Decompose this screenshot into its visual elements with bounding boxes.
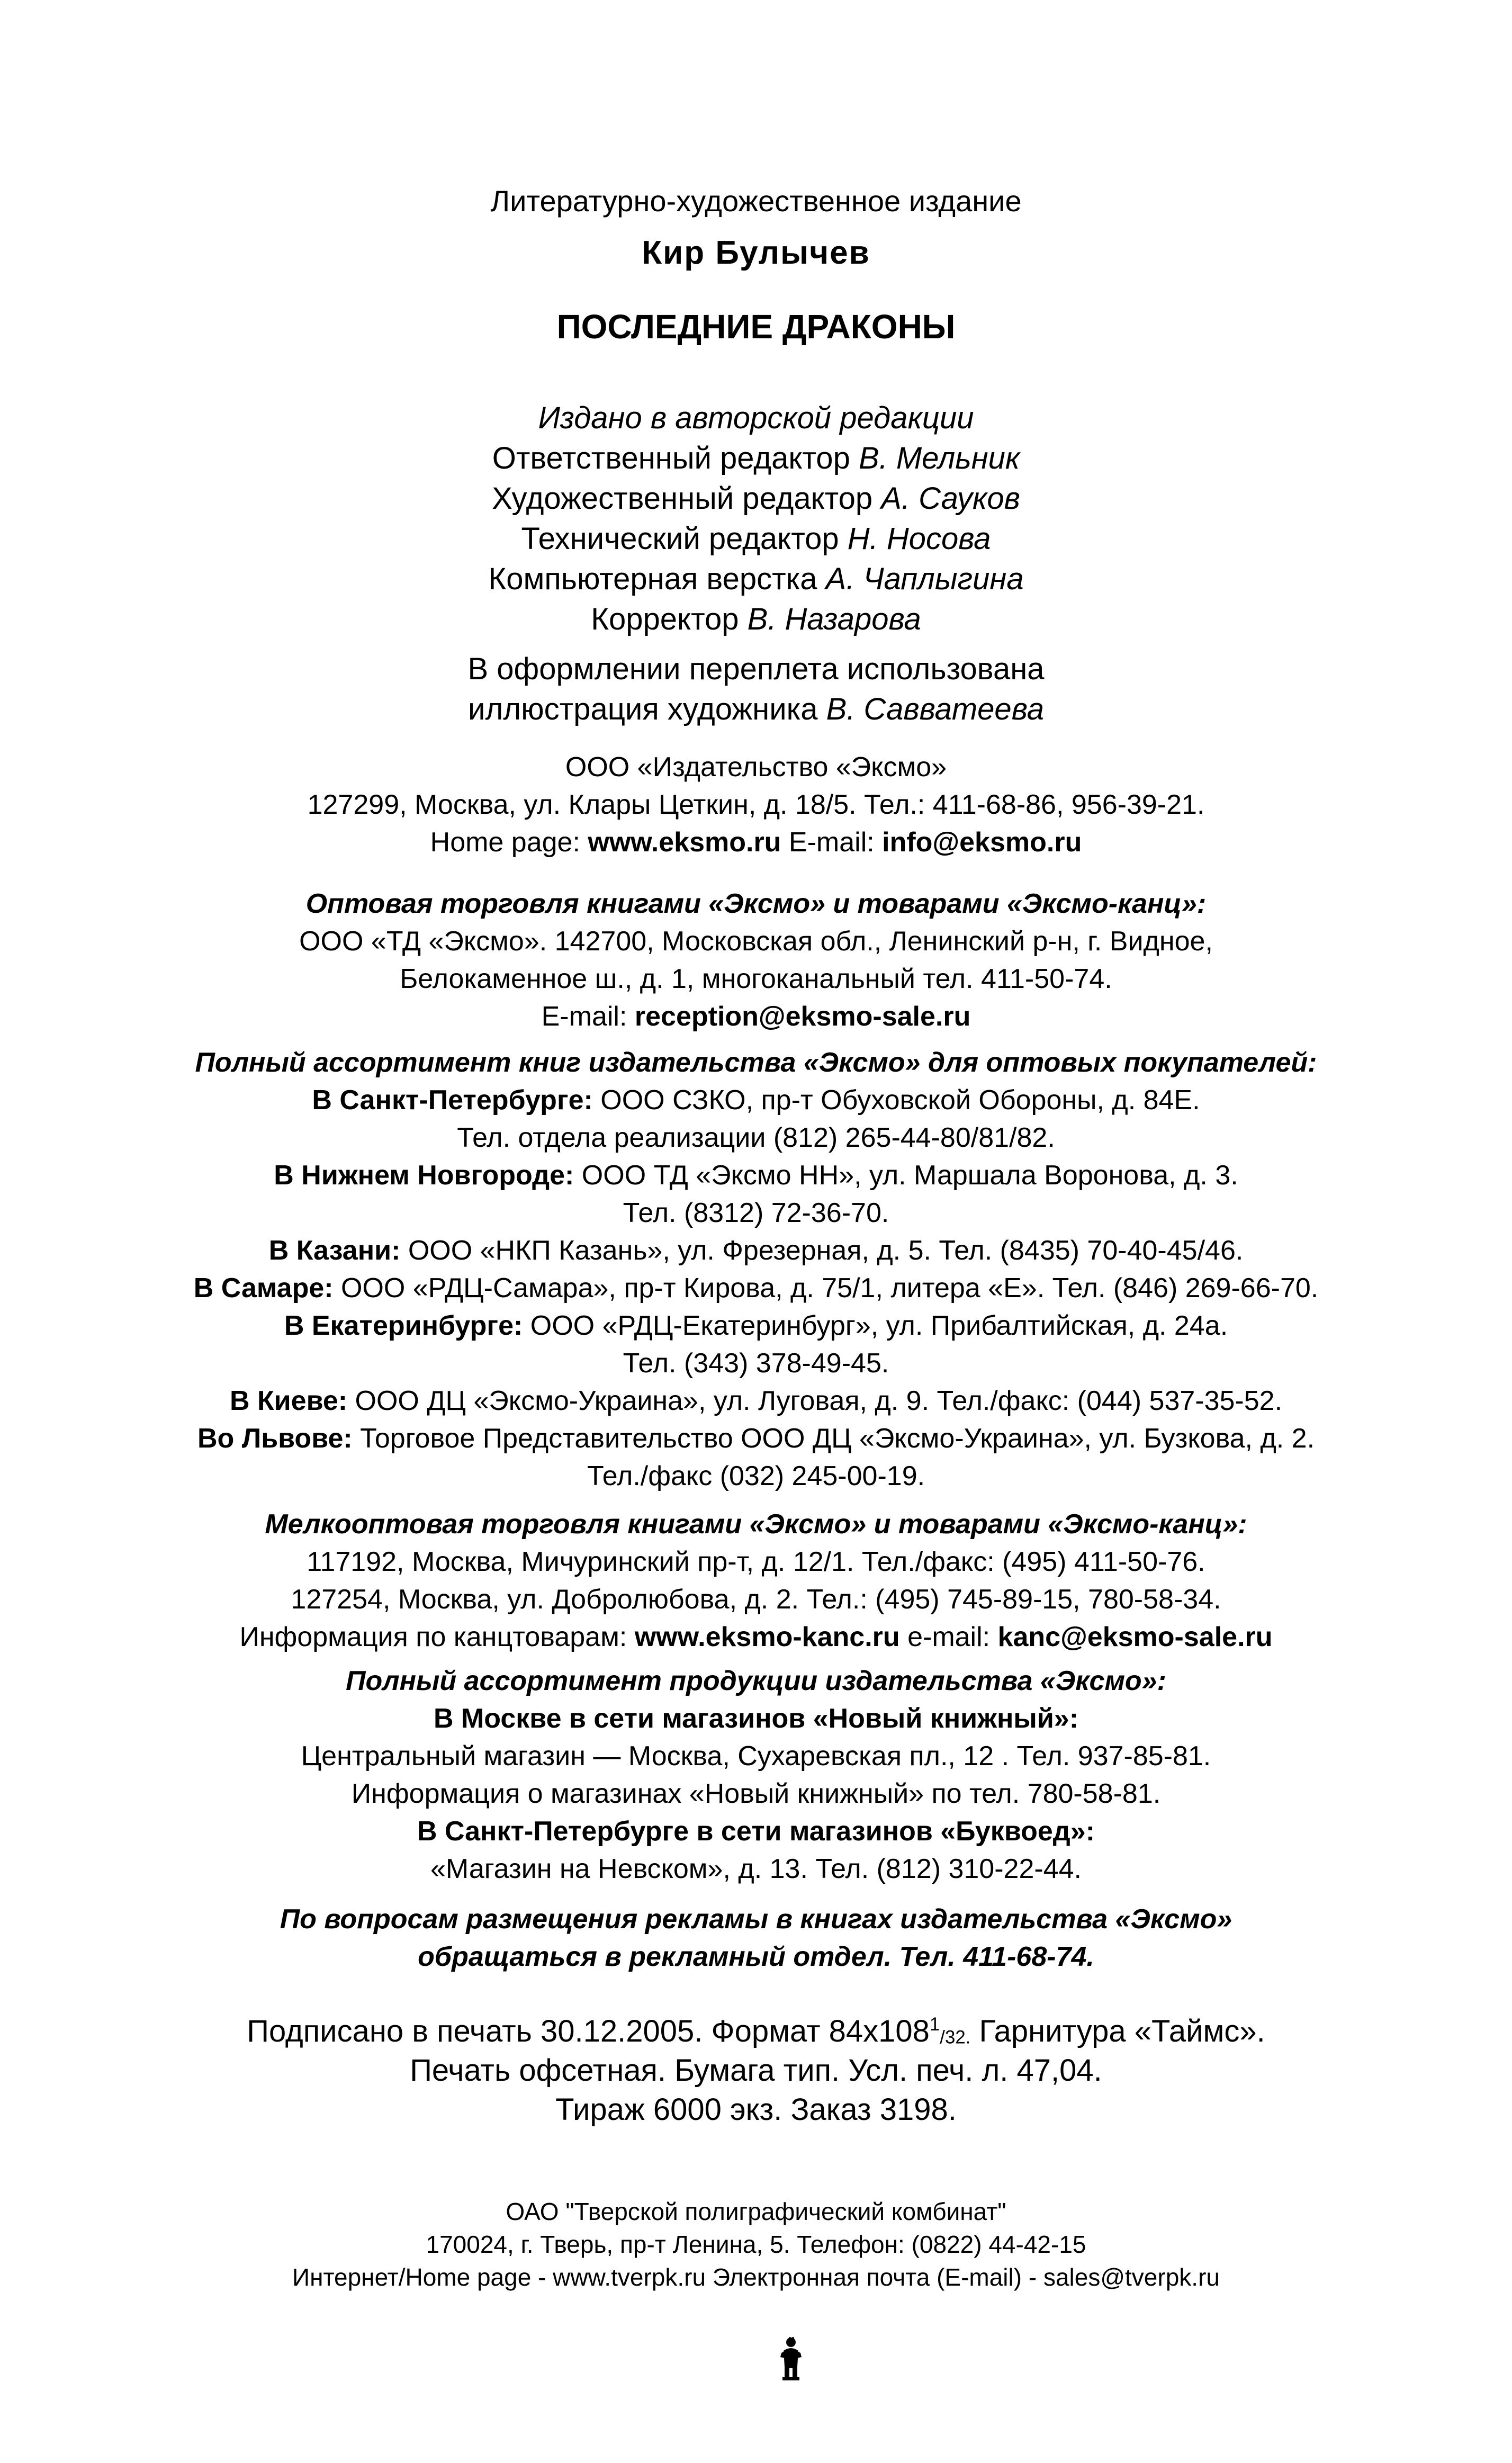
regional-city: Во Львове: — [197, 1423, 353, 1454]
retail-heading: Полный ассортимент продукции издательства «Эксмо»: — [346, 1666, 1166, 1696]
credit-role: Корректор — [591, 602, 748, 636]
print-info-line1 — [0, 2012, 1512, 2051]
wholesale-email-link[interactable]: reception@eksmo-sale.ru — [634, 1001, 971, 1032]
printer-info — [0, 2195, 1512, 2294]
credit-person: В. Назарова — [747, 602, 921, 636]
advertising-line: По вопросам размещения рекламы в книгах издательства «Эксмо» — [280, 1904, 1232, 1935]
credit-line — [0, 599, 1512, 640]
book-title-text: ПОСЛЕДНИЕ ДРАКОНЫ — [556, 308, 956, 346]
publisher-name: ООО «Издательство «Эксмо» — [565, 752, 947, 783]
print-info-text: Подписано в печать 30.12.2005. Формат 84x108 — [247, 2014, 930, 2048]
printer-name: ОАО "Тверской полиграфический комбинат" — [506, 2198, 1006, 2225]
credits — [0, 398, 1512, 640]
cover-credit — [0, 649, 1512, 730]
email-label: E-mail: — [541, 1001, 635, 1032]
credit-person: В. Мельник — [858, 441, 1020, 475]
cover-credit-prefix: иллюстрация художника — [468, 692, 826, 726]
small-wholesale-heading: Мелкооптовая торговля книгами «Эксмо» и товарами «Эксмо-канц»: — [265, 1509, 1247, 1540]
credit-line — [0, 519, 1512, 559]
regional-text: ООО «РДЦ-Самара», пр-т Кирова, д. 75/1, литера «Е». Тел. (846) 269-66-70. — [333, 1273, 1319, 1304]
regional-text: Торговое Представительство ООО ДЦ «Эксмо-Украина», ул. Бузкова, д. 2. — [352, 1423, 1315, 1454]
advertising-note — [0, 1901, 1512, 1976]
regional-entry-nn — [0, 1157, 1512, 1194]
stationery-label: Информация по канцтоварам: — [239, 1622, 635, 1652]
retail-line: Информация о магазинах «Новый книжный» по тел. 780-58-81. — [351, 1778, 1161, 1809]
regional-text: Тел. (343) 378-49-45. — [623, 1348, 889, 1379]
printer-address: 170024, г. Тверь, пр-т Ленина, 5. Телефон: (0822) 44-42-15 — [426, 2231, 1086, 2258]
publisher-contacts — [0, 824, 1512, 861]
credit-person: А. Чаплыгина — [825, 562, 1024, 596]
regional-heading: Полный ассортимент книг издательства «Эксмо» для оптовых покупателей: — [195, 1047, 1317, 1078]
cover-credit-line1: В оформлении переплета использована — [467, 652, 1045, 686]
print-info-line3: Тираж 6000 экз. Заказ 3198. — [555, 2092, 957, 2127]
retail-moscow-heading: В Москве в сети магазинов «Новый книжный»: — [433, 1703, 1079, 1734]
regional-text: ООО ДЦ «Эксмо-Украина», ул. Луговая, д. 9. Тел./факс: (044) 537-35-52. — [347, 1386, 1283, 1416]
printer-web: Интернет/Home page - www.tverpk.ru Электронная почта (E-mail) - sales@tverpk.ru — [292, 2263, 1220, 2291]
credit-person: А. Сауков — [881, 481, 1020, 516]
credit-line — [0, 559, 1512, 599]
regional-text: ООО СЗКО, пр-т Обуховской Обороны, д. 84Е. — [592, 1085, 1200, 1116]
edition-type — [0, 182, 1512, 220]
regional-city: В Екатеринбурге: — [284, 1310, 523, 1341]
book-title — [0, 303, 1512, 350]
print-info-line2: Печать офсетная. Бумага тип. Усл. печ. л. 47,04. — [410, 2053, 1102, 2088]
regional-text: Тел./факс (032) 245-00-19. — [587, 1461, 925, 1491]
stationery-email-link[interactable]: kanc@eksmo-sale.ru — [997, 1622, 1273, 1652]
stationery-line — [0, 1619, 1512, 1656]
regional-entry-lviv — [0, 1420, 1512, 1458]
regional-city: В Санкт-Петербурге: — [312, 1085, 593, 1116]
regional-city: В Казани: — [268, 1235, 401, 1266]
print-info — [0, 2012, 1512, 2129]
author — [0, 232, 1512, 274]
regional-text: ООО «НКП Казань», ул. Фрезерная, д. 5. Тел. (8435) 70-40-45/46. — [400, 1235, 1244, 1266]
author-text: Кир Булычев — [642, 235, 870, 271]
retail-spb-heading: В Санкт-Петербурге в сети магазинов «Буквоед»: — [417, 1816, 1095, 1847]
retail-line: Центральный магазин — Москва, Сухаревская пл., 12 . Тел. 937-85-81. — [301, 1741, 1211, 1772]
regional-section — [0, 1044, 1512, 1495]
regional-city: В Киеве: — [229, 1386, 348, 1416]
regional-entry-kiev — [0, 1382, 1512, 1420]
regional-text: Тел. (8312) 72-36-70. — [623, 1198, 889, 1228]
regional-entry-ekb — [0, 1307, 1512, 1345]
regional-entry-samara — [0, 1270, 1512, 1307]
advertising-line: обращаться в рекламный отдел. Тел. 411-68-74. — [418, 1941, 1094, 1972]
regional-city: В Нижнем Новгороде: — [274, 1160, 574, 1191]
credit-person: Н. Носова — [847, 522, 991, 556]
format-superscript: 1 — [929, 2014, 940, 2035]
print-info-text: Гарнитура «Таймс». — [970, 2014, 1265, 2048]
retail-line: «Магазин на Невском», д. 13. Тел. (812) 310-22-44. — [430, 1854, 1082, 1884]
regional-text: ООО ТД «Эксмо НН», ул. Маршала Воронова, д. 3. — [574, 1160, 1238, 1191]
publisher-homepage-link[interactable]: www.eksmo.ru — [588, 827, 781, 858]
publisher-info — [0, 749, 1512, 861]
small-wholesale-line: 127254, Москва, ул. Добролюбова, д. 2. Тел.: (495) 745-89-15, 780-58-34. — [291, 1584, 1221, 1615]
regional-entry-kazan — [0, 1232, 1512, 1270]
small-wholesale-section — [0, 1506, 1512, 1656]
wholesale-heading: Оптовая торговля книгами «Эксмо» и товарами «Эксмо-канц»: — [305, 888, 1207, 919]
small-wholesale-line: 117192, Москва, Мичуринский пр-т, д. 12/1. Тел./факс: (495) 411-50-76. — [307, 1547, 1205, 1577]
edition-type-text: Литературно-художественное издание — [490, 184, 1022, 218]
cover-artist: В. Савватеева — [826, 692, 1044, 726]
cover-credit-line2 — [0, 689, 1512, 730]
bear-emblem-icon — [776, 2335, 806, 2383]
email-label: e-mail: — [899, 1622, 998, 1652]
credit-role: Ответственный редактор — [492, 441, 859, 475]
format-subscript: /32. — [940, 2027, 971, 2048]
credit-line — [0, 438, 1512, 479]
regional-text: ООО «РДЦ-Екатеринбург», ул. Прибалтийская, д. 24а. — [523, 1310, 1228, 1341]
regional-text: Тел. отдела реализации (812) 265-44-80/81/82. — [457, 1122, 1055, 1153]
credit-role: Технический редактор — [521, 522, 848, 556]
email-label: E-mail: — [781, 827, 883, 858]
wholesale-section — [0, 885, 1512, 1036]
regional-entry-spb — [0, 1082, 1512, 1119]
credit-line — [0, 479, 1512, 519]
credit-role: Художественный редактор — [492, 481, 881, 516]
publisher-address: 127299, Москва, ул. Клары Цеткин, д. 18/5. Тел.: 411-68-86, 956-39-21. — [307, 789, 1205, 820]
credit-role: Компьютерная верстка — [488, 562, 826, 596]
wholesale-email-line — [0, 998, 1512, 1036]
wholesale-line: ООО «ТД «Эксмо». 142700, Московская обл., Ленинский р-н, г. Видное, — [299, 926, 1213, 957]
retail-section — [0, 1662, 1512, 1888]
wholesale-line: Белокаменное ш., д. 1, многоканальный тел. 411-50-74. — [400, 964, 1112, 994]
regional-city: В Самаре: — [193, 1273, 334, 1304]
stationery-link[interactable]: www.eksmo-kanc.ru — [634, 1622, 900, 1652]
credits-note: Издано в авторской редакции — [538, 401, 974, 435]
home-label: Home page: — [430, 827, 588, 858]
publisher-email-link[interactable]: info@eksmo.ru — [882, 827, 1082, 858]
